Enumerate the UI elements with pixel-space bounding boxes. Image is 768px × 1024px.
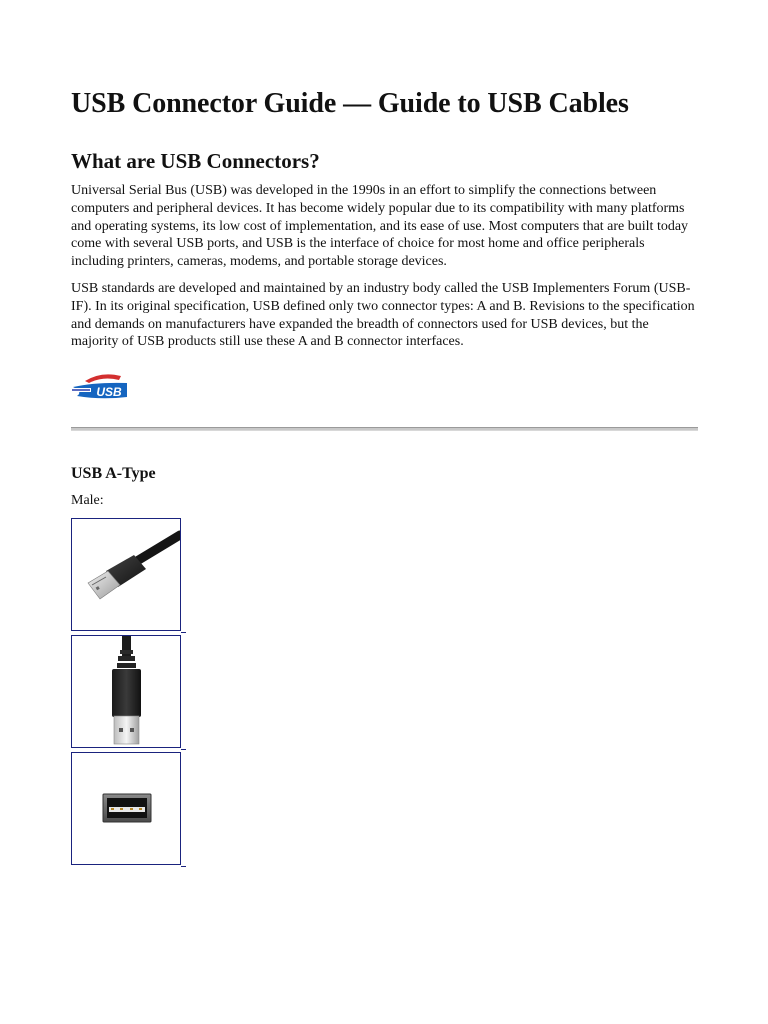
thumbnail-link-underline bbox=[181, 632, 186, 633]
section-heading: What are USB Connectors? bbox=[71, 149, 320, 173]
male-label: Male: bbox=[71, 493, 104, 508]
usb-a-male-angled-photo[interactable] bbox=[71, 518, 181, 631]
usb-certified-logo bbox=[71, 372, 129, 400]
thumbnail-link-underline bbox=[181, 749, 186, 750]
intro-paragraph: Universal Serial Bus (USB) was developed in the 1990s in an effort to simplify the connections between computers and peripheral devices. It has become widely popular due to its compatibility with many platforms and operating systems, its low cost of implementation, and its ease of use. Most computers that are built today come with several USB ports, and USB is the interface of choice for most home and office peripherals including printers, cameras, modems, and portable storage devices. bbox=[71, 183, 689, 270]
usb-a-female-port-photo[interactable] bbox=[71, 752, 181, 865]
subsection-heading: USB A-Type bbox=[71, 465, 156, 482]
usb-logo-icon bbox=[71, 372, 129, 400]
svg-text:USB: USB bbox=[96, 385, 122, 399]
horizontal-divider bbox=[71, 427, 698, 431]
thumbnail-link-underline bbox=[181, 866, 186, 867]
usb-a-male-front-photo[interactable] bbox=[71, 635, 181, 748]
standards-paragraph: USB standards are developed and maintained by an industry body called the USB Implementers Forum (USB-IF). In its original specification, USB defined only two connector types: A and B. Revisions to the specification and demands on manufacturers have expanded the breadth of connectors used for USB devices, but the majority of USB products still use these A and B connector interfaces. bbox=[71, 281, 695, 350]
page-title: USB Connector Guide — Guide to USB Cables bbox=[71, 88, 629, 119]
